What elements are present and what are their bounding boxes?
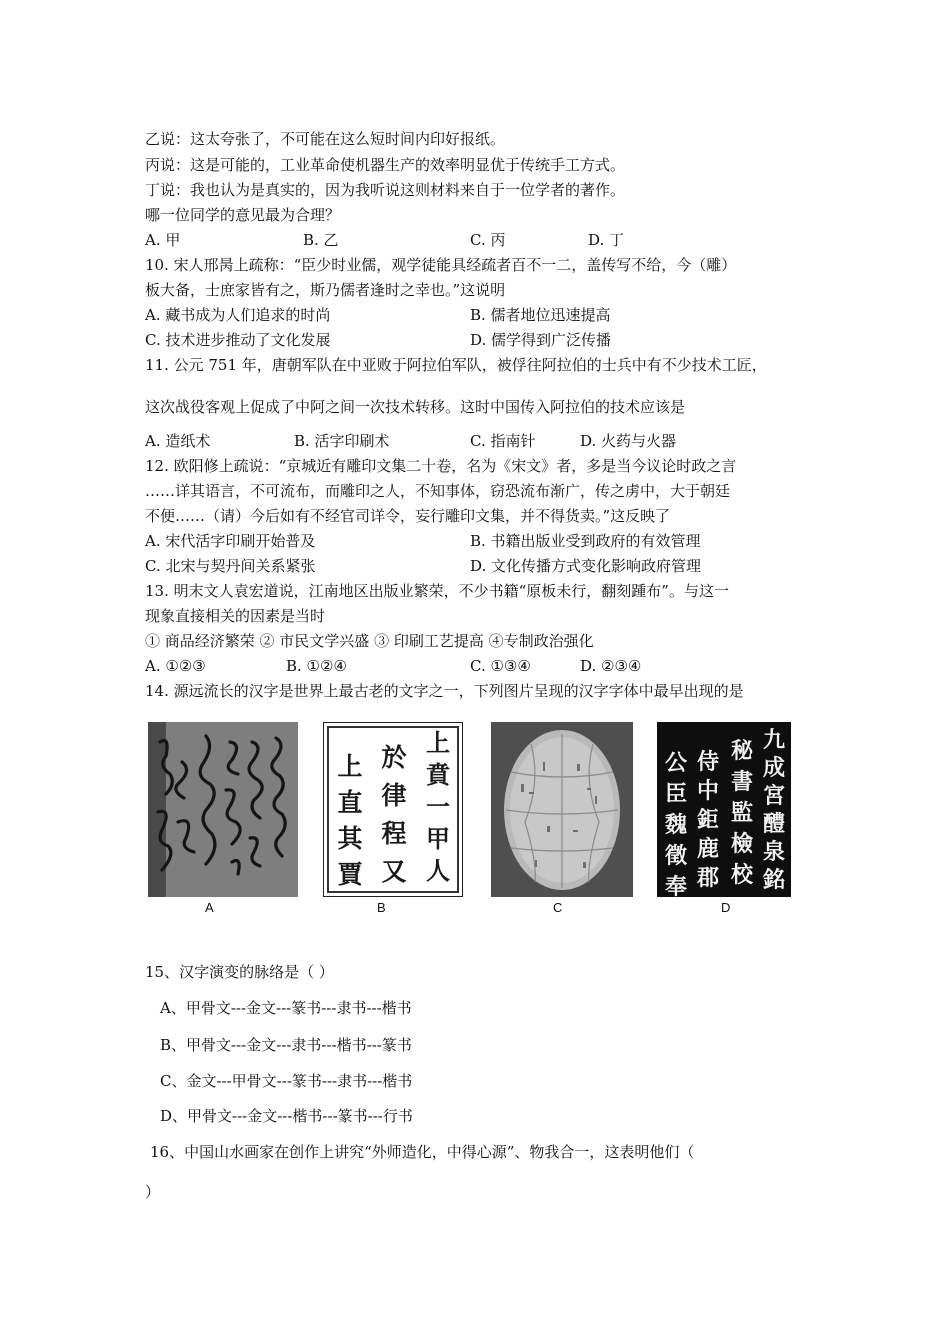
clerical-char: 一 xyxy=(426,792,450,821)
rubbing-char: 醴 xyxy=(762,811,785,837)
oracle-bone-image-c xyxy=(491,722,633,897)
question-11-cont: 这次战役客观上促成了中阿之间一次技术转移。这时中国传入阿拉伯的技术应该是 xyxy=(145,398,686,416)
question-14: 14. 源远流长的汉字是世界上最古老的文字之一，下列图片呈现的汉字字体中最早出现的是 xyxy=(145,682,744,700)
clerical-char: 其 xyxy=(337,824,363,853)
rubbing-char: 校 xyxy=(730,862,753,888)
option-c: C. 指南针 xyxy=(470,432,536,450)
calligraphy-image-b xyxy=(323,722,463,897)
clerical-char: 律 xyxy=(381,781,407,810)
clerical-char: 程 xyxy=(381,819,407,848)
option-c: C. 丙 xyxy=(470,231,506,249)
rubbing-char: 檢 xyxy=(730,831,753,857)
question-13-cont: 现象直接相关的因素是当时 xyxy=(145,607,326,625)
question-11: 11. 公元 751 年，唐朝军队在中亚败于阿拉伯军队，被俘往阿拉伯的士兵中有不少技术工匠， xyxy=(145,356,767,374)
clerical-char: 又 xyxy=(381,857,407,886)
question-13-items: ① 商品经济繁荣 ② 市民文学兴盛 ③ 印刷工艺提高 ④专制政治强化 xyxy=(145,632,594,650)
option-d: D. ②③④ xyxy=(580,657,642,675)
question-prompt: 哪一位同学的意见最为合理？ xyxy=(145,206,341,224)
rubbing-char: 泉 xyxy=(762,839,785,865)
rubbing-char: 成 xyxy=(762,755,785,781)
clerical-char: 於 xyxy=(381,743,407,772)
cursive-script-icon xyxy=(148,722,298,897)
clerical-char: 上 xyxy=(337,752,363,781)
question-10: 10. 宋人邢昺上疏称：“臣少时业儒，观学徒能具经疏者百不一二，盖传写不给，今（雕） xyxy=(145,256,737,274)
rubbing-image-d xyxy=(657,722,791,897)
rubbing-char: 奉 xyxy=(664,874,687,897)
rubbing-char: 秘 xyxy=(730,738,753,764)
question-12-cont: ……详其语言，不可流布，而雕印之人，不知事体，窃恐流布渐广，传之虏中，大于朝廷 xyxy=(145,482,731,500)
option-b: B、甲骨文---金文---隶书---楷书---篆书 xyxy=(160,1036,412,1054)
option-b: B. 儒者地位迅速提高 xyxy=(470,306,611,324)
option-d: D、甲骨文---金文---楷书---篆书---行书 xyxy=(160,1107,413,1125)
image-label-d: D xyxy=(721,900,731,915)
option-d: D. 丁 xyxy=(588,231,625,249)
rubbing-char: 鉅 xyxy=(696,807,719,833)
option-c: C、金文---甲骨文---篆书---隶书---楷书 xyxy=(160,1072,413,1090)
rubbing-char: 鹿 xyxy=(696,836,719,862)
rubbing-char: 中 xyxy=(696,778,719,804)
text-line: 丁说：我也认为是真实的，因为我听说这则材料来自于一位学者的著作。 xyxy=(145,181,626,199)
rubbing-char: 公 xyxy=(664,750,687,776)
clerical-char: 賈 xyxy=(337,860,363,889)
rubbing-char: 銘 xyxy=(762,867,785,893)
clerical-char: 上 xyxy=(426,728,450,757)
option-c: C. 北宋与契丹间关系紧张 xyxy=(145,557,316,575)
turtle-shell-icon xyxy=(491,722,633,897)
text-line: 乙说：这太夸张了，不可能在这么短时间内印好报纸。 xyxy=(145,130,506,148)
image-label-a: A xyxy=(205,900,214,915)
image-label-b: B xyxy=(377,900,386,915)
clerical-char: 甲 xyxy=(426,824,450,853)
question-16: 16、中国山水画家在创作上讲究“外师造化，中得心源”、物我合一，这表明他们（ xyxy=(150,1143,695,1161)
option-b: B. 活字印刷术 xyxy=(294,432,390,450)
option-b: B. 书籍出版业受到政府的有效管理 xyxy=(470,532,701,550)
option-d: D. 文化传播方式变化影响政府管理 xyxy=(470,557,702,575)
option-a: A. 藏书成为人们追求的时尚 xyxy=(145,306,331,324)
rubbing-char: 徵 xyxy=(664,843,687,869)
rubbing-char: 侍 xyxy=(696,749,719,775)
option-a: A. 甲 xyxy=(145,231,181,249)
rubbing-char: 九 xyxy=(762,727,785,753)
rubbing-char: 臣 xyxy=(664,781,687,807)
rubbing-char: 宮 xyxy=(762,783,785,809)
text-line: 丙说：这是可能的，工业革命使机器生产的效率明显优于传统手工方式。 xyxy=(145,156,626,174)
image-label-c: C xyxy=(553,900,563,915)
option-a: A. 宋代活字印刷开始普及 xyxy=(145,532,316,550)
question-12: 12. 欧阳修上疏说：“京城近有雕印文集二十卷，名为《宋文》者，多是当今议论时政之言 xyxy=(145,457,737,475)
question-15: 15、汉字演变的脉络是（ ） xyxy=(145,963,334,981)
clerical-char: 人 xyxy=(426,856,450,885)
option-a: A. ①②③ xyxy=(145,657,206,675)
option-c: C. 技术进步推动了文化发展 xyxy=(145,331,331,349)
clerical-char: 直 xyxy=(337,788,363,817)
calligraphy-image-a xyxy=(148,722,298,897)
rubbing-char: 魏 xyxy=(664,812,687,838)
rubbing-char: 監 xyxy=(730,800,753,826)
option-b: B. ①②④ xyxy=(286,657,347,675)
option-a: A. 造纸术 xyxy=(145,432,211,450)
rubbing-char: 郡 xyxy=(696,865,719,891)
clerical-char: 賁 xyxy=(426,760,450,789)
option-d: D. 儒学得到广泛传播 xyxy=(470,331,612,349)
question-10-cont: 板大备，士庶家皆有之，斯乃儒者逢时之幸也。”这说明 xyxy=(145,281,506,299)
option-b: B. 乙 xyxy=(303,231,339,249)
question-16-cont: ） xyxy=(145,1183,161,1201)
option-c: C. ①③④ xyxy=(470,657,531,675)
option-a: A、甲骨文---金文---篆书---隶书---楷书 xyxy=(160,999,412,1017)
rubbing-char: 書 xyxy=(730,769,753,795)
question-13: 13. 明末文人袁宏道说，江南地区出版业繁荣，不少书籍“原板未行，翻刻踵布”。与这一 xyxy=(145,582,729,600)
question-12-cont: 不便……（请）今后如有不经官司详令，妄行雕印文集，并不得货卖。”这反映了 xyxy=(145,507,671,525)
option-d: D. 火药与火器 xyxy=(580,432,677,450)
